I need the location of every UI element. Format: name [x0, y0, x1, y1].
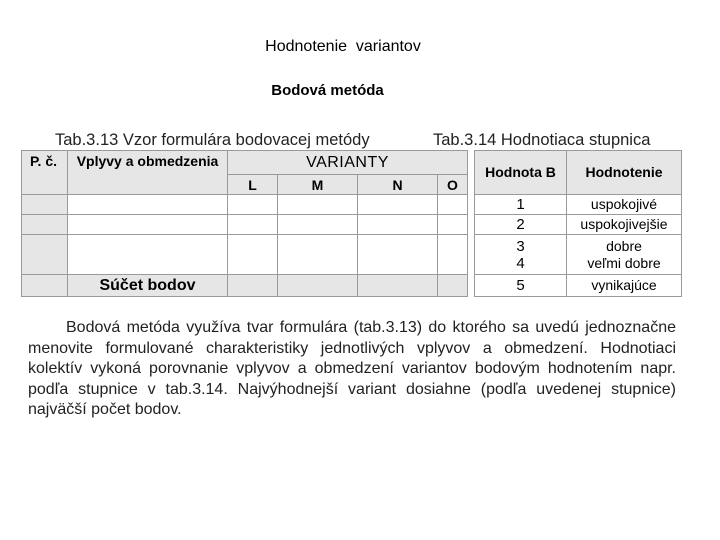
table1-caption: Tab.3.13 Vzor formulára bodovacej metódy: [55, 131, 370, 149]
table-cell: [278, 195, 358, 215]
header-hodnotenie: Hodnotenie: [567, 151, 682, 195]
table-cell: [358, 235, 438, 275]
scoring-form-table: [21, 150, 468, 297]
header-vplyvy: Vplyvy a obmedzenia: [68, 151, 228, 195]
header-hodnota: Hodnota B: [475, 151, 567, 195]
table-cell: [228, 235, 278, 275]
table-cell: [68, 235, 228, 275]
scale-label: uspokojivé: [567, 195, 682, 215]
page-title: Hodnotenie variantov: [265, 38, 421, 55]
page-subtitle: Bodová metóda: [271, 82, 384, 99]
table-cell: [358, 195, 438, 215]
scale-label: dobre: [606, 237, 642, 254]
scale-value: 4: [516, 254, 525, 272]
table-cell: [22, 215, 68, 235]
table-cell: [358, 215, 438, 235]
variant-header: M: [278, 175, 358, 195]
sum-row: [22, 275, 468, 297]
table-cell: [22, 275, 68, 297]
table-row: [22, 235, 468, 275]
sum-label: Súčet bodov: [68, 275, 228, 297]
table2-caption: Tab.3.14 Hodnotiaca stupnica: [433, 131, 651, 149]
table-cell: [22, 195, 68, 215]
table-cell: [438, 195, 468, 215]
variant-header: O: [438, 175, 468, 195]
variant-header: N: [358, 175, 438, 195]
table-cell: [278, 215, 358, 235]
scale-label: uspokojivejšie: [567, 215, 682, 235]
rating-scale-table: [474, 150, 682, 297]
table-cell: [228, 195, 278, 215]
table-row: [22, 215, 468, 235]
table-cell: [438, 235, 468, 275]
scale-value: 2: [475, 215, 567, 235]
scale-label: vynikajúce: [567, 275, 682, 297]
table-cell: [68, 215, 228, 235]
table-row: [475, 195, 682, 215]
scale-label-pair: [567, 235, 682, 275]
scale-value: 3: [516, 237, 525, 255]
table-row: [475, 275, 682, 297]
header-pc: P. č.: [22, 151, 68, 195]
table-cell: [438, 275, 468, 297]
table-row: [475, 235, 682, 275]
table-cell: [278, 275, 358, 297]
table-row: [475, 215, 682, 235]
body-paragraph: Bodová metóda využíva tvar formulára (tab.3.13) do ktorého sa uvedú jednoznačne menovite formulované charakteristiky jednotlivých vplyvov a obmedzení. Hodnotiaci kolektív vykoná porovnanie vplyvov a obmedzení variantov bodovým hodnotením napr. podľa stupnice v tab.3.14. Najvýhodnejší variant dosiahne (podľa uvedenej stupnice) najväčší počet bodov.: [28, 319, 676, 418]
table-cell: [228, 275, 278, 297]
variant-header: L: [228, 175, 278, 195]
header-varianty: VARIANTY: [228, 151, 468, 175]
table-cell: [68, 195, 228, 215]
table-cell: [438, 215, 468, 235]
table-row: [22, 195, 468, 215]
table-cell: [228, 215, 278, 235]
scale-label: veľmi dobre: [587, 254, 661, 271]
scale-value-pair: [475, 235, 567, 275]
scale-value: 1: [475, 195, 567, 215]
table-cell: [22, 235, 68, 275]
table-cell: [358, 275, 438, 297]
scale-value: 5: [475, 275, 567, 297]
table-cell: [278, 235, 358, 275]
